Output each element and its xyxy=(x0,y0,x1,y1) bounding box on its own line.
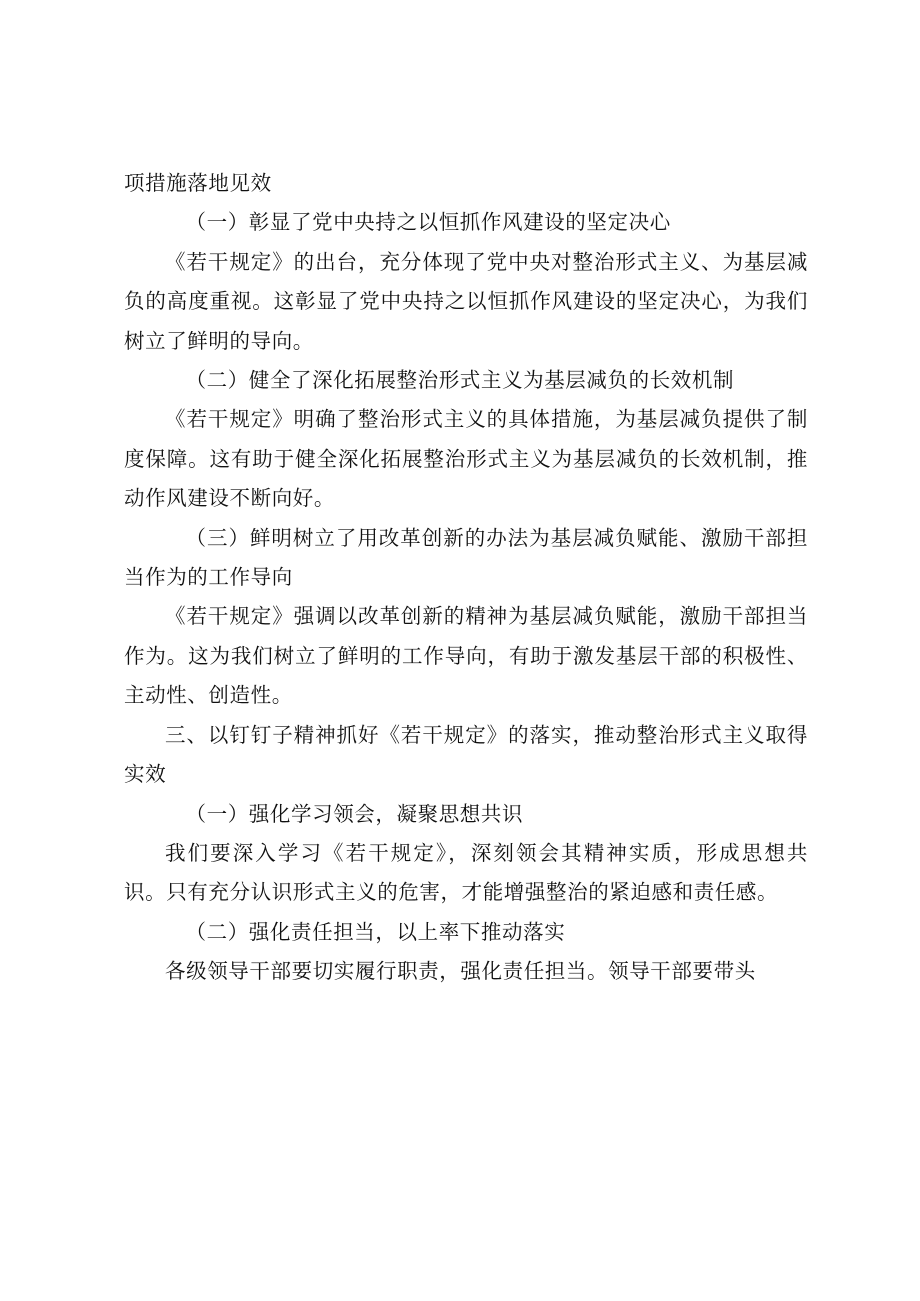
section-heading-3: 三、以钉钉子精神抓好《若干规定》的落实，推动整治形式主义取得实效 xyxy=(124,722,808,787)
subheading-1: （一）彰显了党中央持之以恒抓作风建设的坚定决心 xyxy=(185,210,671,235)
document-body xyxy=(124,164,808,992)
subheading-3: （三）鲜明树立了用改革创新的办法为基层减负赋能、激励干部担当作为的工作导向 xyxy=(124,525,808,590)
subheading-2: （二）健全了深化拓展整治形式主义为基层减负的长效机制 xyxy=(185,368,735,393)
subheading-5: （二）强化责任担当，以上率下推动落实 xyxy=(185,919,566,944)
body-paragraph-2: 《若干规定》明确了整治形式主义的具体措施，为基层减负提供了制度保障。这有助于健全深化拓展整治形式主义为基层减负的长效机制，推动作风建设不断向好。 xyxy=(124,407,808,511)
body-paragraph-4: 我们要深入学习《若干规定》，深刻领会其精神实质，形成思想共识。只有充分认识形式主义的危害，才能增强整治的紧迫感和责任感。 xyxy=(124,840,808,905)
continuation-line: 项措施落地见效 xyxy=(124,171,272,195)
body-paragraph-3: 《若干规定》强调以改革创新的精神为基层减负赋能，激励干部担当作为。这为我们树立了鲜明的工作导向，有助于激发基层干部的积极性、主动性、创造性。 xyxy=(124,604,808,708)
subheading-4: （一）强化学习领会，凝聚思想共识 xyxy=(185,801,524,826)
body-paragraph-1: 《若干规定》的出台，充分体现了党中央对整治形式主义、为基层减负的高度重视。这彰显了党中央持之以恒抓作风建设的坚定决心，为我们树立了鲜明的导向。 xyxy=(124,249,808,353)
body-paragraph-5: 各级领导干部要切实履行职责，强化责任担当。领导干部要带头 xyxy=(165,959,756,984)
